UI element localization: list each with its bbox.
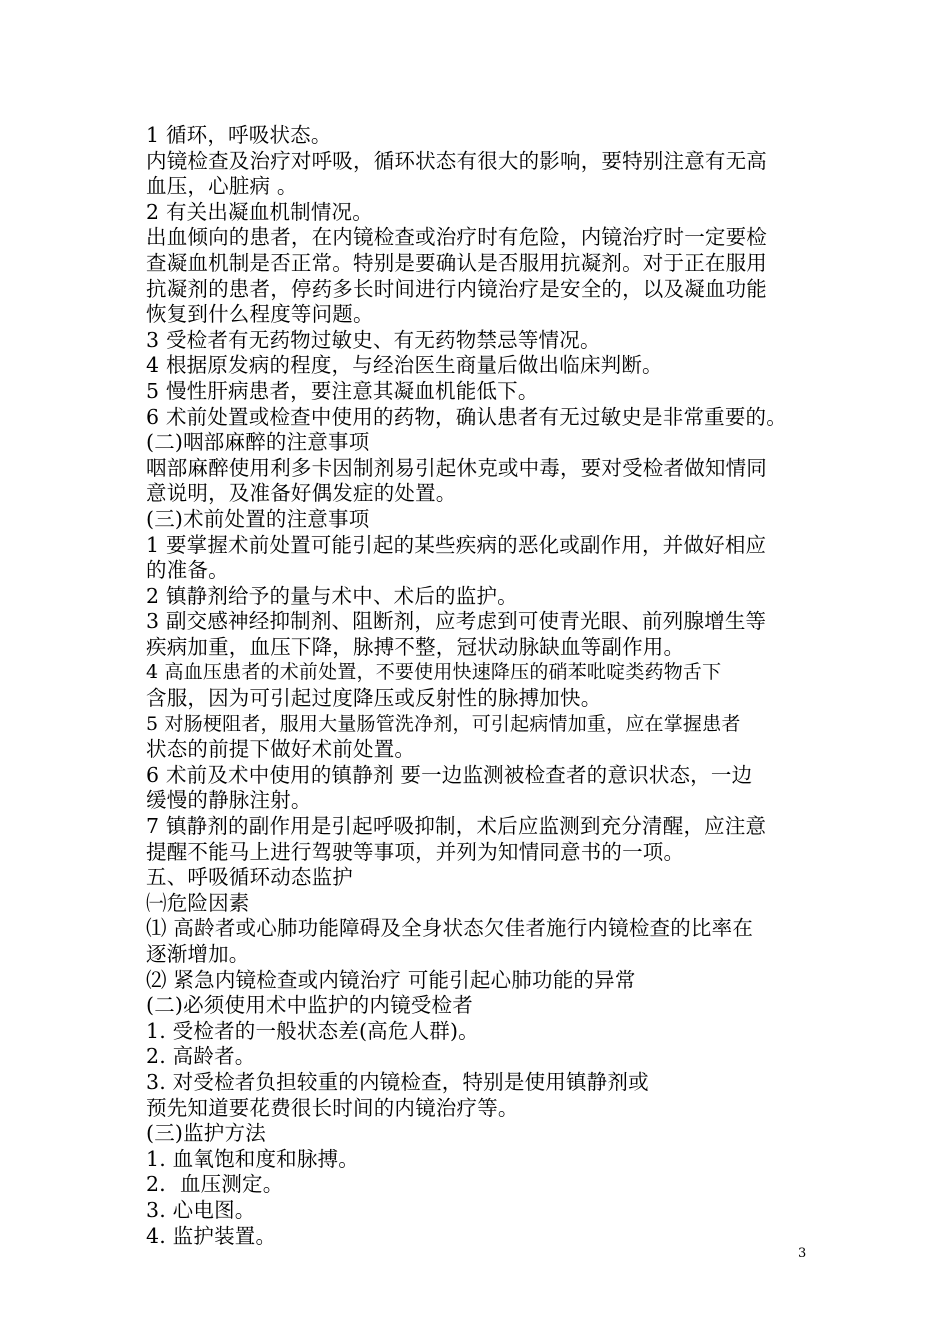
text-line: 5 对肠梗阻者，服用大量肠管洗净剂，可引起病情加重，应在掌握患者 — [146, 712, 741, 735]
text-line: 3. 对受检者负担较重的内镜检查，特别是使用镇静剂或 — [146, 1069, 649, 1094]
text-line: 逐渐增加。 — [146, 942, 250, 966]
text-line: 查凝血机制是否正常。特别是要确认是否服用抗凝剂。对于正在服用 — [146, 250, 767, 275]
section-heading: 五、呼吸循环动态监护 — [146, 865, 353, 890]
text-line: 2. 高龄者。 — [146, 1044, 256, 1069]
text-line: 状态的前提下做好术前处置。 — [146, 737, 416, 762]
text-line: 2 镇静剂给予的量与术中、术后的监护。 — [146, 583, 518, 608]
text-line: 提醒不能马上进行驾驶等事项，并列为知情同意书的一项。 — [146, 839, 685, 864]
text-line: 6 术前及术中使用的镇静剂 要一边监测被检查者的意识状态，一边 — [146, 762, 753, 787]
text-line: 3 副交感神经抑制剂、阻断剂，应考虑到可使青光眼、前列腺增生等 — [146, 609, 767, 634]
text-line: 血压，心脏病 。 — [146, 174, 298, 199]
text-line: ⑴ 高龄者或心肺功能障碍及全身状态欠佳者施行内镜检查的比率在 — [146, 916, 754, 941]
text-line: 4. 监护装置。 — [146, 1223, 277, 1248]
text-line: 1 要掌握术前处置可能引起的某些疾病的恶化或副作用，并做好相应 — [146, 532, 767, 557]
subsection-heading: ㈠危险因素 — [146, 890, 250, 915]
text-line: 5 慢性肝病患者，要注意其凝血机能低下。 — [146, 378, 539, 403]
text-line: 6 术前处置或检查中使用的药物，确认患者有无过敏史是非常重要的。 — [146, 404, 787, 429]
section-heading: (二)咽部麻醉的注意事项 — [146, 430, 370, 455]
document-body — [146, 123, 846, 1249]
text-line: 恢复到什么程度等问题。 — [146, 302, 374, 327]
text-line: 2 有关出凝血机制情况。 — [146, 199, 373, 224]
text-line: ⑵ 紧急内镜检查或内镜治疗 可能引起心肺功能的异常 — [146, 967, 636, 992]
text-line: 的准备。 — [146, 558, 229, 583]
text-line: 咽部麻醉使用利多卡因制剂易引起休克或中毒，要对受检者做知情同 — [146, 455, 767, 480]
text-line: 抗凝剂的患者，停药多长时间进行内镜治疗是安全的，以及凝血功能 — [146, 276, 767, 301]
text-line: 预先知道要花费很长时间的内镜治疗等。 — [146, 1095, 519, 1120]
subsection-heading: (二)必须使用术中监护的内镜受检者 — [146, 993, 473, 1018]
text-line: 意说明，及准备好偶发症的处置。 — [146, 481, 457, 506]
text-line: 内镜检查及治疗对呼吸，循环状态有很大的影响，要特别注意有无高 — [146, 148, 767, 173]
text-line: 疾病加重，血压下降，脉搏不整，冠状动脉缺血等副作用。 — [146, 634, 685, 659]
subsection-heading: (三)监护方法 — [146, 1121, 266, 1146]
text-line: 2．血压测定。 — [146, 1172, 284, 1197]
page-number: 3 — [798, 1246, 807, 1261]
text-line: 1. 血氧饱和度和脉搏。 — [146, 1146, 359, 1171]
text-line: 4 根据原发病的程度，与经治医生商量后做出临床判断。 — [146, 353, 663, 378]
section-heading: (三)术前处置的注意事项 — [146, 506, 370, 531]
text-line: 缓慢的静脉注射。 — [146, 788, 312, 813]
text-line: 4 高血压患者的术前处置，不要使用快速降压的硝苯吡啶类药物舌下 — [146, 661, 722, 684]
text-line: 3. 心电图。 — [146, 1197, 256, 1222]
text-line: 1. 受检者的一般状态差(高危人群)。 — [146, 1018, 479, 1043]
text-line: 1 循环，呼吸状态。 — [146, 123, 332, 147]
text-line: 7 镇静剂的副作用是引起呼吸抑制，术后应监测到充分清醒，应注意 — [146, 814, 767, 839]
text-line: 出血倾向的患者，在内镜检查或治疗时有危险，内镜治疗时一定要检 — [146, 225, 767, 250]
text-line: 3 受检者有无药物过敏史、有无药物禁忌等情况。 — [146, 327, 601, 352]
text-line: 含服，因为可引起过度降压或反射性的脉搏加快。 — [146, 686, 602, 711]
